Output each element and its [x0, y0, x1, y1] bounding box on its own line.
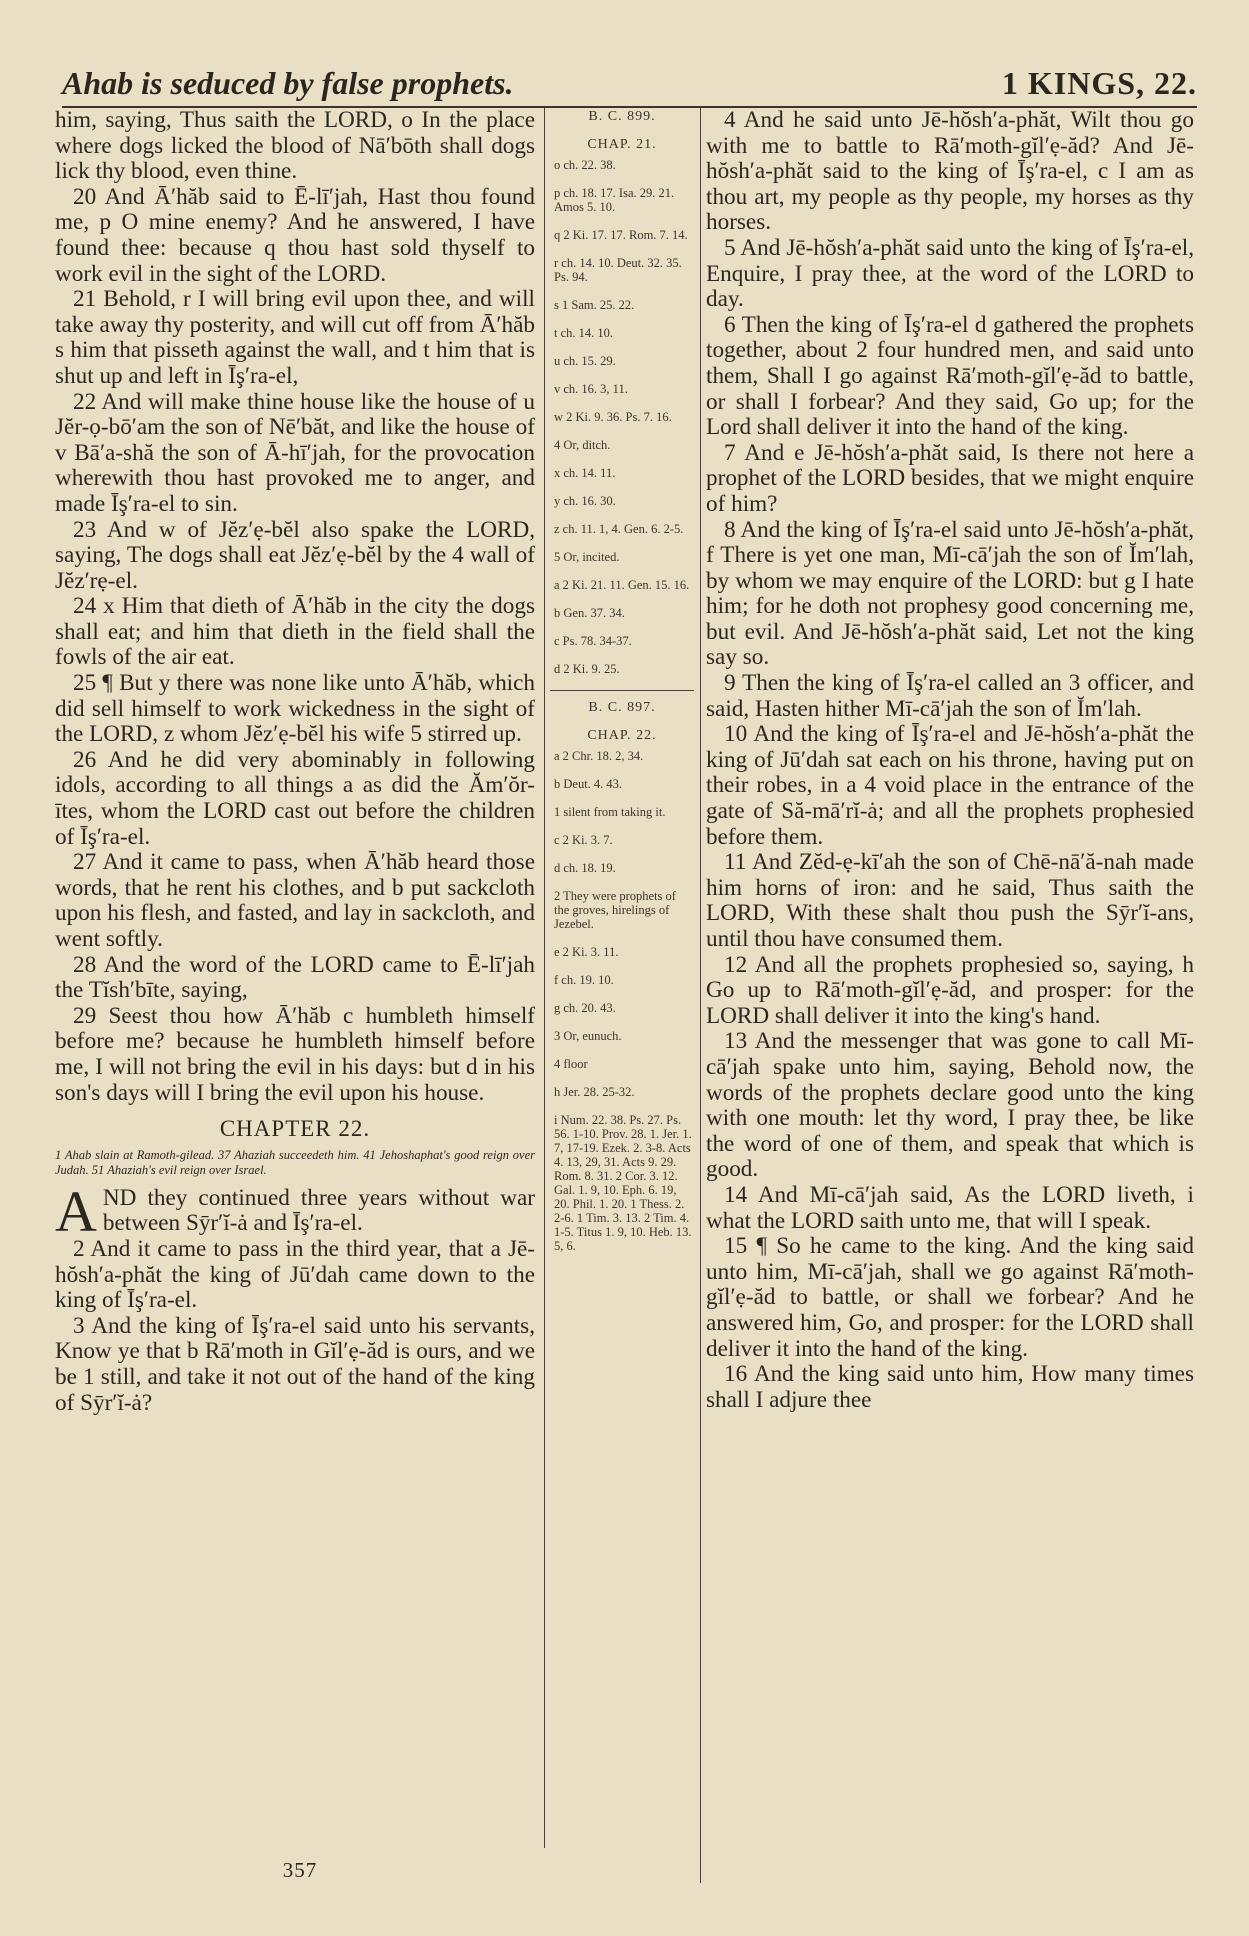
- column-rule-right: [700, 108, 701, 1883]
- verse: 8 And the king of Īş′ra-el said unto Jē-hŏsh′a-phăt, f There is yet one man, Mī-cā′jah the son of Ĭm′lah, by whom we may enquire of the LORD: but g I hate him; for he doth not prophesy good concerning me, but evil. And Jē-hŏsh′a-phăt said, Let not the king say so.: [706, 516, 1194, 671]
- verse: 12 And all the prophets prophesied so, saying, h Go up to Rā′moth-gĭl′ẹ-ăd, and prosper: for the LORD shall deliver it into the king's hand.: [706, 951, 1194, 1029]
- cross-reference: 4 Or, ditch.: [554, 438, 611, 452]
- header-title: Ahab is seduced by false prophets.: [62, 65, 514, 101]
- verse-1: [55, 1178, 535, 1244]
- column-rule-left: [544, 108, 545, 1848]
- left-text-column: [55, 108, 535, 1848]
- verse: 10 And the king of Īş′ra-el and Jē-hŏsh′a-phăt the king of Jū′dah sat each on his throne, having put on their robes, in a 4 void place in the entrance of the gate of Să-mā′rĭ-ȧ; and all the prophets prophesied before them.: [706, 721, 1194, 850]
- cross-reference: d 2 Ki. 9. 25.: [554, 662, 620, 676]
- cross-reference: p ch. 18. 17. Isa. 29. 21. Amos 5. 10.: [554, 186, 675, 214]
- verse: 28 And the word of the LORD came to Ē-lī′jah the Tĭsh′bīte, saying,: [55, 951, 535, 1004]
- verse: 3 And the king of Īş′ra-el said unto his servants, Know ye that b Rā′moth in Gĭl′ẹ-ăd is ours, and we be 1 still, and take it not out of the hand of the king of Sȳr′ĭ-ȧ?: [55, 1312, 535, 1416]
- chapter-title: CHAPTER 22.: [219, 1116, 371, 1142]
- page-number: 357: [282, 1858, 318, 1882]
- cross-reference: b Gen. 37. 34.: [554, 606, 625, 620]
- cross-reference: o ch. 22. 38.: [554, 158, 616, 172]
- verse: 22 And will make thine house like the house of u Jĕr-ọ-bō′am the son of Nē′băt, and like the house of v Bā′a-shă the son of Ā-hī′jah, for the provocation wherewith thou hast provoked me to anger, and made Īş′ra-el to sin.: [55, 388, 535, 517]
- verse-1-text: ND they continued three years without war between Sȳr′ĭ-ȧ and Īş′ra-el.: [102, 1184, 535, 1237]
- cross-reference: y ch. 16. 30.: [554, 494, 616, 508]
- cross-reference-margin: [550, 108, 694, 1848]
- cross-reference: c Ps. 78. 34-37.: [554, 634, 632, 648]
- cross-reference: r ch. 14. 10. Deut. 32. 35. Ps. 94.: [554, 256, 682, 284]
- cross-reference: 4 floor: [554, 1057, 588, 1071]
- header-book-chapter: 1 KINGS, 22.: [1001, 65, 1197, 101]
- cross-reference: 3 Or, eunuch.: [554, 1029, 622, 1043]
- left-verses: [55, 108, 535, 1106]
- margin-chapter: CHAP. 22.: [587, 728, 657, 743]
- verse: 11 And Zĕd-ẹ-kī′ah the son of Chē-nā′ă-nah made him horns of iron: and he said, Thus saith the LORD, With these shalt thou push the Sȳr′ĭ-ans, until thou have consumed them.: [706, 849, 1194, 952]
- left-verses-after: [55, 1237, 535, 1416]
- cross-reference: h Jer. 28. 25-32.: [554, 1085, 635, 1099]
- cross-reference: q 2 Ki. 17. 17. Rom. 7. 14.: [554, 228, 688, 242]
- verse: 6 Then the king of Īş′ra-el d gathered the prophets together, about 2 four hundred men, and said unto them, Shall I go against Rā′moth-gĭl′ẹ-ăd to battle, or shall I forbear? And they said, Go up; for the Lord shall deliver it into the hand of the king.: [706, 311, 1194, 441]
- cross-reference: b Deut. 4. 43.: [554, 777, 623, 791]
- verse: 25 ¶ But y there was none like unto Ā′hăb, which did sell himself to work wickedness in the sight of the LORD, z whom Jĕz′ẹ-bĕl his wife 5 stirred up.: [55, 670, 535, 748]
- verse: 14 And Mī-cā′jah said, As the LORD liveth, i what the LORD saith unto me, that will I speak.: [706, 1181, 1194, 1234]
- margin-notes: [550, 158, 694, 676]
- verse: 27 And it came to pass, when Ā′hăb heard those words, that he rent his clothes, and b put sackcloth upon his flesh, and fasted, and lay in sackcloth, and went softly.: [55, 849, 535, 952]
- cross-reference: s 1 Sam. 25. 22.: [554, 298, 635, 312]
- margin-notes: [550, 749, 694, 1253]
- cross-reference: a 2 Chr. 18. 2, 34.: [554, 749, 644, 763]
- margin-chapter: CHAP. 21.: [587, 137, 657, 152]
- verse: 13 And the messenger that was gone to call Mī-cā′jah spake unto him, saying, Behold now, the words of the prophets declare good unto the king with one mouth: let thy word, I pray thee, be like the word of one of them, and speak that which is good.: [706, 1028, 1194, 1183]
- right-verses: [706, 108, 1194, 1413]
- verse: 29 Seest thou how Ā′hăb c humbleth himself before me? because he humbleth himself before me, I will not bring the evil in his days: but d in his son's days will I bring the evil upon his house.: [55, 1002, 535, 1106]
- drop-cap: A: [55, 1178, 97, 1244]
- cross-reference: z ch. 11. 1, 4. Gen. 6. 2-5.: [554, 522, 684, 536]
- verse: 20 And Ā′hăb said to Ē-lī′jah, Hast thou found me, p O mine enemy? And he answered, I have found thee: because q thou hast sold thyself to work evil in the sight of the LORD.: [55, 183, 535, 287]
- cross-reference: g ch. 20. 43.: [554, 1001, 616, 1015]
- chapter-summary: 1 Ahab slain at Ramoth-gilead. 37 Ahaziah succeedeth him. 41 Jehoshaphat's good reign over Judah. 51 Ahaziah's evil reign over Israel.: [55, 1147, 535, 1177]
- margin-date: B. C. 897.: [588, 700, 656, 715]
- verse: 26 And he did very abominably in following idols, according to all things a as did the Ăm′ŏr-ītes, whom the LORD cast out before the children of Īş′ra-el.: [55, 746, 535, 850]
- cross-reference: 5 Or, incited.: [554, 550, 620, 564]
- cross-reference: w 2 Ki. 9. 36. Ps. 7. 16.: [554, 410, 672, 424]
- verse: 7 And e Jē-hŏsh′a-phăt said, Is there not here a prophet of the LORD besides, that we might enquire of him?: [706, 439, 1194, 517]
- cross-reference: 2 They were prophets of the groves, hirelings of Jezebel.: [554, 889, 676, 931]
- margin-date: B. C. 899.: [588, 109, 656, 124]
- verse: 5 And Jē-hŏsh′a-phăt said unto the king of Īş′ra-el, Enquire, I pray thee, at the word of the LORD to day.: [706, 234, 1194, 313]
- margin-divider: [550, 690, 694, 691]
- verse: 4 And he said unto Jē-hŏsh′a-phăt, Wilt thou go with me to battle to Rā′moth-gĭl′ẹ-ăd? And Jē-hŏsh′a-phăt said to the king of Īş′ra-el, c I am as thou art, my people as thy people, my horses as thy horses.: [706, 108, 1194, 236]
- verse: 2 And it came to pass in the third year, that a Jē-hŏsh′a-phăt the king of Jū′dah came down to the king of Īş′ra-el.: [55, 1235, 535, 1314]
- verse: 9 Then the king of Īş′ra-el called an 3 officer, and said, Hasten hither Mī-cā′jah the son of Ĭm′lah.: [706, 670, 1194, 722]
- verse: 16 And the king said unto him, How many times shall I adjure thee: [706, 1361, 1194, 1413]
- verse: 15 ¶ So he came to the king. And the king said unto him, Mī-cā′jah, shall we go against Rā′moth-gĭl′ẹ-ăd to battle, or shall we forbear? And he answered him, Go, and prosper: for the LORD shall deliver it into the hand of the king.: [706, 1233, 1194, 1362]
- cross-reference: f ch. 19. 10.: [554, 973, 614, 987]
- cross-reference: t ch. 14. 10.: [554, 326, 614, 340]
- cross-reference: v ch. 16. 3, 11.: [554, 382, 628, 396]
- verse: him, saying, Thus saith the LORD, o In the place where dogs licked the blood of Nā′bōth shall dogs lick thy blood, even thine.: [55, 108, 535, 185]
- verse: 24 x Him that dieth of Ā′hăb in the city the dogs shall eat; and him that dieth in the field shall the fowls of the air eat.: [55, 593, 535, 671]
- running-header: [62, 58, 1197, 108]
- right-text-column: [706, 108, 1194, 1883]
- cross-reference: d ch. 18. 19.: [554, 861, 616, 875]
- cross-reference: u ch. 15. 29.: [554, 354, 616, 368]
- cross-reference: a 2 Ki. 21. 11. Gen. 15. 16.: [554, 578, 690, 592]
- verse: 23 And w of Jĕz′ẹ-bĕl also spake the LORD, saying, The dogs shall eat Jĕz′ẹ-bĕl by the 4 wall of Jĕz′rẹ-el.: [55, 516, 535, 594]
- cross-reference: 1 silent from taking it.: [554, 805, 666, 819]
- cross-reference: e 2 Ki. 3. 11.: [554, 945, 619, 959]
- cross-reference: c 2 Ki. 3. 7.: [554, 833, 613, 847]
- verse: 21 Behold, r I will bring evil upon thee, and will take away thy posterity, and will cut off from Ā′hăb s him that pisseth against the wall, and t him that is shut up and left in Īş′ra-el,: [55, 286, 535, 389]
- cross-reference: x ch. 14. 11.: [554, 466, 616, 480]
- cross-reference: i Num. 22. 38. Ps. 27. Ps. 56. 1-10. Prov. 28. 1. Jer. 1. 7, 17-19. Ezek. 2. 3-8. Acts 4. 13, 29, 31. Acts 9. 29. Rom. 8. 31. 2 Cor. 3. 12. Gal. 1. 9, 10. Eph. 6. 19, 20. Phil. 1. 20. 1 Thess. 2. 2-6. 1 Tim. 3. 13. 2 Tim. 4. 1-5. Titus 1. 9, 10. Heb. 13. 5, 6.: [554, 1113, 692, 1253]
